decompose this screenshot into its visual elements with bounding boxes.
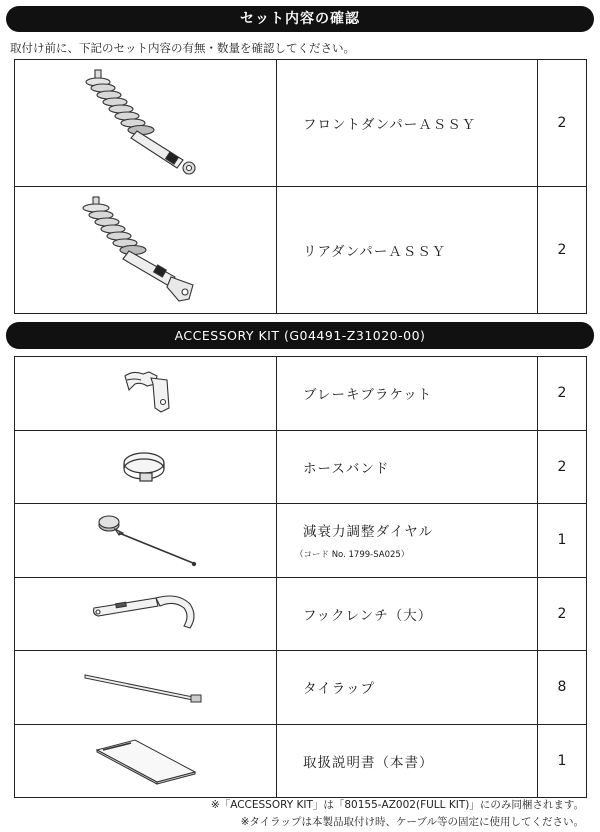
manual-illustration	[91, 736, 201, 786]
tie-wrap-image-cell	[15, 651, 277, 725]
accessory-name: ブレーキブラケット	[277, 357, 538, 431]
accessory-name: 取扱説明書（本書）	[277, 724, 538, 798]
hose-band-illustration	[116, 445, 176, 489]
accessory-qty: 1	[538, 724, 587, 798]
manual-image-cell	[15, 724, 277, 798]
accessory-qty: 1	[538, 504, 587, 578]
table-row	[15, 504, 587, 578]
hook-wrench-image-cell	[15, 577, 277, 651]
accessory-qty: 2	[538, 357, 587, 431]
hook-wrench-illustration	[86, 590, 206, 638]
footnote: ※「ACCESSORY KIT」は「80155-AZ002(FULL KIT)」にのみ同梱されます。	[210, 799, 584, 811]
table-row	[15, 357, 587, 431]
table-row	[15, 430, 587, 504]
section-title-set-contents: セット内容の確認	[6, 6, 594, 32]
front-damper-illustration	[71, 68, 221, 178]
brake-bracket-illustration	[111, 368, 181, 418]
footnote: ※タイラップは本製品取付け時、ケーブル等の固定に使用してください。	[240, 816, 584, 828]
accessory-kit-title: ACCESSORY KIT (G04491-Z31020-00)	[6, 322, 594, 349]
accessory-qty: 2	[538, 577, 587, 651]
rear-damper-name: リアダンパーＡＳＳＹ	[277, 187, 538, 314]
accessory-table	[14, 356, 587, 798]
intro-text: 取付け前に、下記のセット内容の有無・数量を確認してください。	[10, 41, 355, 55]
tie-wrap-illustration	[81, 669, 211, 705]
brake-bracket-image-cell	[15, 357, 277, 431]
table-row	[15, 187, 587, 314]
damping-dial-illustration	[91, 511, 201, 569]
accessory-name: 減衰力調整ダイヤル （コード No. 1799-SA025）	[277, 504, 538, 578]
part-code: （コード No. 1799-SA025）	[295, 550, 410, 561]
front-damper-qty: 2	[538, 60, 587, 187]
hose-band-image-cell	[15, 430, 277, 504]
table-row	[15, 60, 587, 187]
table-row	[15, 577, 587, 651]
table-row	[15, 651, 587, 725]
accessory-qty: 2	[538, 430, 587, 504]
accessory-name: フックレンチ（大）	[277, 577, 538, 651]
table-row	[15, 724, 587, 798]
rear-damper-qty: 2	[538, 187, 587, 314]
footnotes	[211, 797, 584, 831]
accessory-qty: 8	[538, 651, 587, 725]
rear-damper-image-cell	[15, 187, 277, 314]
damper-table	[14, 59, 587, 314]
accessory-name: ホースバンド	[277, 430, 538, 504]
front-damper-name: フロントダンパーＡＳＳＹ	[277, 60, 538, 187]
damping-dial-image-cell	[15, 504, 277, 578]
accessory-name: タイラップ	[277, 651, 538, 725]
front-damper-image-cell	[15, 60, 277, 187]
rear-damper-illustration	[71, 195, 221, 305]
